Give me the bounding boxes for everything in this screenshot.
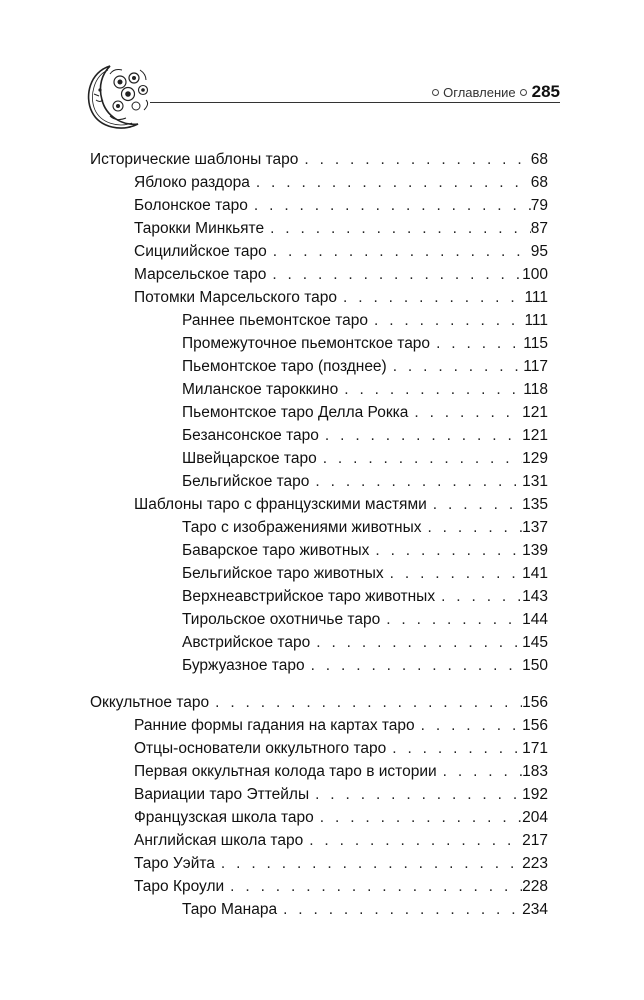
toc-entry[interactable] bbox=[90, 737, 548, 760]
toc-entry-title: Марсельское таро bbox=[134, 266, 267, 283]
dot-leader bbox=[310, 631, 522, 654]
toc-entry-page: 118 bbox=[523, 381, 548, 398]
toc-entry-title: Буржуазное таро bbox=[182, 657, 305, 674]
toc-entry-page: 143 bbox=[522, 588, 548, 605]
dot-leader bbox=[298, 148, 530, 171]
toc-entry-title: Оккультное таро bbox=[90, 694, 210, 711]
toc-entry[interactable] bbox=[90, 332, 548, 355]
toc-entry[interactable] bbox=[90, 447, 548, 470]
toc-entry[interactable] bbox=[90, 806, 548, 829]
toc-entry-title: Австрийское таро bbox=[182, 634, 311, 651]
toc-entry-title: Пьемонтское таро Делла Рокка bbox=[182, 404, 409, 421]
dot-leader bbox=[303, 829, 522, 852]
toc-entry-page: 156 bbox=[522, 717, 548, 734]
dot-leader bbox=[309, 470, 522, 493]
toc-entry-page: 68 bbox=[530, 174, 548, 191]
toc-entry[interactable] bbox=[90, 401, 548, 424]
dot-leader bbox=[437, 760, 522, 783]
dot-leader bbox=[277, 898, 522, 921]
toc-entry-title: Верхнеавстрийское таро животных bbox=[182, 588, 436, 605]
toc-entry-page: 111 bbox=[524, 312, 548, 329]
toc-entry-title: Сицилийское таро bbox=[134, 243, 267, 260]
toc-entry[interactable] bbox=[90, 829, 548, 852]
toc-entry-page: 192 bbox=[522, 786, 548, 803]
toc-entry-page: 131 bbox=[522, 473, 548, 490]
crescent-moon-face-icon bbox=[80, 60, 158, 134]
toc-entry-title: Вариации таро Эттейлы bbox=[134, 786, 310, 803]
toc-entry-title: Исторические шаблоны таро bbox=[90, 151, 299, 168]
toc-entry-title: Таро Кроули bbox=[134, 878, 225, 895]
dot-leader bbox=[248, 194, 531, 217]
toc-entry[interactable] bbox=[90, 378, 548, 401]
toc-entry-title: Английская школа таро bbox=[134, 832, 304, 849]
section-title: Оглавление bbox=[443, 84, 516, 100]
toc-entry-page: 139 bbox=[522, 542, 548, 559]
toc-entry-title: Пьемонтское таро (позднее) bbox=[182, 358, 387, 375]
toc-entry-page: 183 bbox=[522, 763, 548, 780]
toc-entry-page: 171 bbox=[522, 740, 548, 757]
toc-entry-page: 129 bbox=[522, 450, 548, 467]
toc-entry[interactable] bbox=[90, 493, 548, 516]
toc-entry[interactable] bbox=[90, 898, 548, 921]
toc-entry[interactable] bbox=[90, 654, 548, 677]
toc-entry-page: 135 bbox=[522, 496, 548, 513]
table-of-contents bbox=[90, 148, 548, 921]
dot-leader bbox=[264, 217, 531, 240]
toc-entry-page: 150 bbox=[522, 657, 548, 674]
page-number: 285 bbox=[531, 82, 560, 101]
toc-entry-title: Таро Манара bbox=[182, 901, 278, 918]
toc-entry[interactable] bbox=[90, 194, 548, 217]
toc-entry-title: Таро Уэйта bbox=[134, 855, 215, 872]
toc-entry-page: 111 bbox=[524, 289, 548, 306]
toc-entry[interactable] bbox=[90, 470, 548, 493]
toc-entry[interactable] bbox=[90, 171, 548, 194]
toc-entry[interactable] bbox=[90, 539, 548, 562]
dot-leader bbox=[421, 516, 522, 539]
toc-entry-title: Яблоко раздора bbox=[134, 174, 250, 191]
toc-entry-page: 117 bbox=[523, 358, 548, 375]
dot-leader bbox=[314, 806, 522, 829]
toc-entry[interactable] bbox=[90, 309, 548, 332]
toc-entry-title: Таро с изображениями животных bbox=[182, 519, 422, 536]
toc-entry-page: 87 bbox=[530, 220, 548, 237]
toc-entry-title: Раннее пьемонтское таро bbox=[182, 312, 368, 329]
toc-entry[interactable] bbox=[90, 240, 548, 263]
dot-leader bbox=[368, 309, 524, 332]
toc-entry[interactable] bbox=[90, 286, 548, 309]
toc-entry[interactable] bbox=[90, 263, 548, 286]
toc-entry-title: Первая оккультная колода таро в истории bbox=[134, 763, 437, 780]
toc-entry[interactable] bbox=[90, 783, 548, 806]
toc-entry-page: 228 bbox=[522, 878, 548, 895]
toc-entry-title: Швейцарское таро bbox=[182, 450, 317, 467]
dot-leader bbox=[309, 783, 522, 806]
toc-entry-page: 95 bbox=[530, 243, 548, 260]
dot-leader bbox=[266, 263, 522, 286]
toc-entry-page: 137 bbox=[522, 519, 548, 536]
toc-entry-page: 204 bbox=[522, 809, 548, 826]
dot-leader bbox=[267, 240, 531, 263]
toc-entry[interactable] bbox=[90, 608, 548, 631]
toc-entry-title: Безансонское таро bbox=[182, 427, 319, 444]
bullet-icon bbox=[520, 89, 527, 96]
running-header bbox=[428, 82, 560, 102]
toc-entry-page: 68 bbox=[530, 151, 548, 168]
dot-leader bbox=[384, 562, 522, 585]
toc-entry-page: 234 bbox=[522, 901, 548, 918]
toc-entry[interactable] bbox=[90, 852, 548, 875]
dot-leader bbox=[250, 171, 531, 194]
dot-leader bbox=[317, 447, 522, 470]
toc-entry-page: 141 bbox=[522, 565, 548, 582]
toc-entry[interactable] bbox=[90, 875, 548, 898]
dot-leader bbox=[415, 714, 522, 737]
toc-entry[interactable] bbox=[90, 355, 548, 378]
toc-entry-page: 121 bbox=[522, 427, 548, 444]
dot-leader bbox=[337, 286, 524, 309]
toc-entry-title: Баварское таро животных bbox=[182, 542, 370, 559]
toc-entry-page: 217 bbox=[522, 832, 548, 849]
dot-leader bbox=[305, 654, 523, 677]
toc-entry-page: 223 bbox=[522, 855, 548, 872]
toc-entry-page: 79 bbox=[530, 197, 548, 214]
toc-entry[interactable] bbox=[90, 585, 548, 608]
toc-entry[interactable] bbox=[90, 217, 548, 240]
dot-leader bbox=[380, 608, 522, 631]
bullet-icon bbox=[432, 89, 439, 96]
toc-entry[interactable] bbox=[90, 714, 548, 737]
dot-leader bbox=[224, 875, 522, 898]
dot-leader bbox=[338, 378, 523, 401]
dot-leader bbox=[408, 401, 522, 424]
toc-entry-page: 100 bbox=[522, 266, 548, 283]
toc-entry[interactable] bbox=[90, 516, 548, 539]
toc-entry-title: Промежуточное пьемонтское таро bbox=[182, 335, 431, 352]
dot-leader bbox=[435, 585, 522, 608]
toc-entry-title: Бельгийское таро bbox=[182, 473, 310, 490]
dot-leader bbox=[215, 852, 522, 875]
toc-entry-page: 115 bbox=[523, 335, 548, 352]
toc-entry-title: Потомки Марсельского таро bbox=[134, 289, 338, 306]
toc-entry-title: Болонское таро bbox=[134, 197, 248, 214]
toc-entry-title: Французская школа таро bbox=[134, 809, 314, 826]
toc-entry-title: Ранние формы гадания на картах таро bbox=[134, 717, 415, 734]
toc-entry-page: 144 bbox=[522, 611, 548, 628]
toc-entry-page: 121 bbox=[522, 404, 548, 421]
dot-leader bbox=[386, 737, 522, 760]
dot-leader bbox=[209, 691, 522, 714]
toc-entry-title: Отцы-основатели оккультного таро bbox=[134, 740, 387, 757]
dot-leader bbox=[387, 355, 524, 378]
toc-entry[interactable] bbox=[90, 691, 548, 714]
header-rule bbox=[150, 102, 560, 103]
dot-leader bbox=[319, 424, 522, 447]
dot-leader bbox=[430, 332, 523, 355]
toc-entry-title: Бельгийское таро животных bbox=[182, 565, 384, 582]
toc-entry-title: Тирольское охотничье таро bbox=[182, 611, 381, 628]
toc-entry-title: Миланское тароккино bbox=[182, 381, 339, 398]
toc-entry[interactable] bbox=[90, 148, 548, 171]
toc-entry[interactable] bbox=[90, 424, 548, 447]
toc-entry[interactable] bbox=[90, 631, 548, 654]
toc-entry-page: 145 bbox=[522, 634, 548, 651]
toc-entry[interactable] bbox=[90, 562, 548, 585]
dot-leader bbox=[427, 493, 522, 516]
page-header bbox=[80, 60, 560, 116]
dot-leader bbox=[369, 539, 522, 562]
toc-entry-page: 156 bbox=[522, 694, 548, 711]
toc-entry-title: Тарокки Минкьяте bbox=[134, 220, 265, 237]
toc-entry-title: Шаблоны таро с французскими мастями bbox=[134, 496, 427, 513]
toc-entry[interactable] bbox=[90, 760, 548, 783]
